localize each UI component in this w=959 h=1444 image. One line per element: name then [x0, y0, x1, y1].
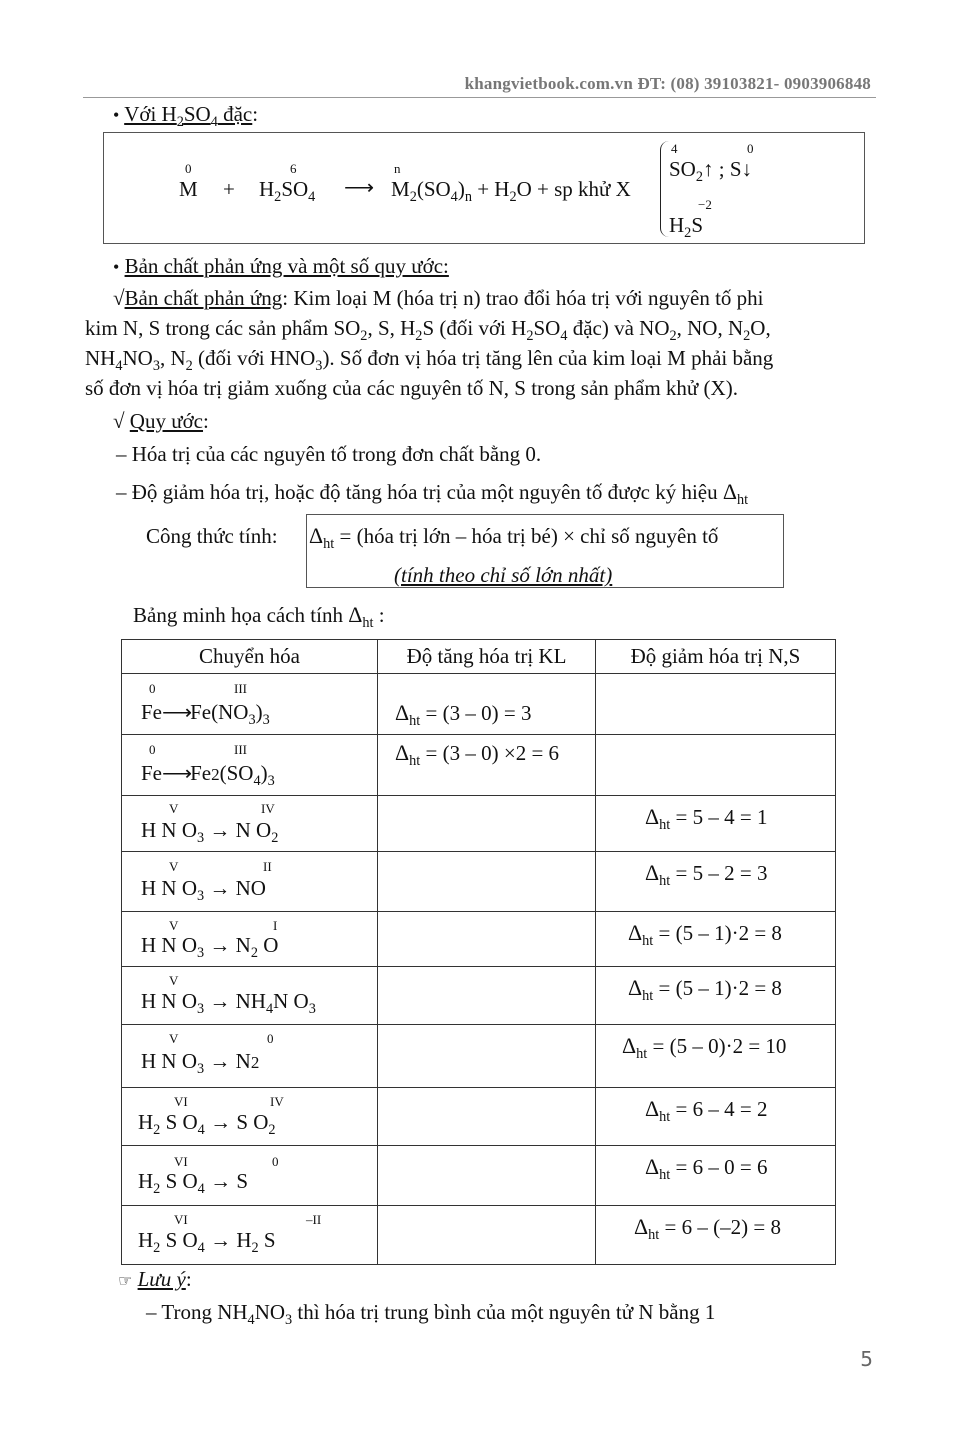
metal-increase-cell	[378, 967, 596, 1025]
phone-number: ĐT: (08) 39103821- 0903906848	[637, 74, 871, 93]
ox-state: 0	[149, 742, 156, 757]
ox-state: IV	[261, 801, 275, 816]
ox-state: II	[263, 859, 272, 874]
metal-increase-cell	[378, 1206, 596, 1265]
ns-decrease-cell	[596, 1025, 836, 1088]
rule-2	[116, 479, 749, 508]
table-row	[122, 735, 836, 796]
principle-line-3: $NH_4NO_3$, $N_2$ (đối với $HNO_3$). Số đơn vị hóa trị tăng lên của kim loại M phải bằng	[85, 346, 774, 374]
bullet-icon: •	[113, 257, 120, 277]
pointing-hand-icon: ☞	[118, 1271, 133, 1290]
principle-line-1	[113, 288, 764, 309]
delta-value: $\Delta_{ht} = (3 - 0) = 3$	[395, 700, 532, 729]
product-oxidation-state: n	[394, 161, 401, 176]
ht-subscript: ht	[362, 614, 374, 631]
metal-m: M	[179, 177, 198, 201]
col-header-conversion: Chuyển hóa	[122, 640, 378, 674]
table-row	[122, 912, 836, 967]
conversion-eq: $Fe⟶Fe2(SO_4)_3$	[141, 761, 275, 789]
conversion-cell	[122, 735, 378, 796]
table-row	[122, 1025, 836, 1088]
ns-decrease-cell	[596, 852, 836, 912]
section-h2so4-heading	[113, 102, 259, 130]
site-name: khangvietbook.com.vn	[464, 74, 633, 93]
reaction-equation-box	[103, 132, 865, 244]
products: $M_2(SO_4)_n + H_2O$ + sp khử X	[391, 177, 631, 205]
ns-decrease-cell	[596, 1146, 836, 1206]
ox-state: 0	[267, 1031, 274, 1046]
convention-heading	[113, 411, 209, 432]
valence-table	[121, 639, 836, 1265]
delta-symbol: Δ	[348, 602, 363, 627]
bullet-icon: •	[113, 105, 120, 125]
metal-increase-cell	[378, 674, 596, 735]
conversion-eq: H N $O_3$ → NO	[141, 876, 266, 904]
product-so2-s: $SO_2↑$ ; S↓	[669, 157, 753, 185]
table-row	[122, 1206, 836, 1265]
conversion-cell	[122, 967, 378, 1025]
conversion-eq: $Fe⟶Fe(NO_3)_3$	[141, 700, 270, 728]
colon: :	[185, 1267, 192, 1291]
delta-value: $\Delta_{ht} = 6 - (-2) = 8$	[634, 1214, 781, 1243]
ox-state: VI	[174, 1212, 188, 1227]
conversion-cell	[122, 852, 378, 912]
formula-note: (tính theo chỉ số lớn nhất)	[394, 563, 613, 587]
principle-text-1: : Kim loại M (hóa trị n) trao đổi hóa trị với nguyên tố phi	[282, 286, 764, 310]
ht-subscript: ht	[323, 535, 335, 552]
conversion-eq: $H_2$ S $O_4 \to H_2$ S	[138, 1228, 276, 1256]
ox-state: V	[169, 859, 179, 874]
conversion-cell	[122, 674, 378, 735]
section-title: Bản chất phản ứng và một số quy ước:	[124, 254, 449, 278]
delta-value: $\Delta_{ht} = (3 - 0) \times 2 = 6$	[395, 740, 560, 769]
ox-state: V	[169, 1031, 179, 1046]
formula-box	[306, 514, 784, 588]
m-oxidation-state: 0	[185, 161, 192, 176]
caption-text: Bảng minh họa cách tính	[133, 603, 343, 627]
delta-value: $\Delta_{ht} = 5 - 4 = 1$	[645, 804, 768, 833]
metal-increase-cell	[378, 735, 596, 796]
rule-1: – Hóa trị của các nguyên tố trong đơn chất bằng 0.	[116, 442, 542, 466]
section-principle-heading	[113, 256, 449, 277]
table-row	[122, 674, 836, 735]
colon: :	[203, 409, 209, 433]
delta-symbol: Δ	[722, 479, 738, 504]
table-row	[122, 967, 836, 1025]
ns-decrease-cell	[596, 1088, 836, 1146]
delta-value: $\Delta_{ht} = (5 - 1)\cdot 2 = 8$	[628, 975, 782, 1004]
formula-expression: = (hóa trị lớn – hóa trị bé) × chỉ số nguyên tố	[339, 524, 719, 548]
conversion-eq: H N $O_3 \to N_2$ O	[141, 933, 279, 961]
ht-subscript: ht	[737, 491, 749, 508]
ns-decrease-cell	[596, 912, 836, 967]
formula-label: Công thức tính:	[146, 524, 278, 548]
product-h2s: $H_2S$	[669, 213, 703, 241]
table-header-row	[122, 640, 836, 674]
note-heading	[118, 1269, 192, 1290]
ox-state: VI	[174, 1094, 188, 1109]
conversion-eq: H N $O_3 \to NH_4N$ $O_3$	[141, 989, 316, 1017]
note-label: Lưu ý	[137, 1267, 186, 1291]
metal-increase-cell	[378, 1088, 596, 1146]
ns-decrease-cell	[596, 796, 836, 852]
col-header-ns-decrease: Độ giảm hóa trị N,S	[596, 640, 836, 674]
conversion-cell	[122, 912, 378, 967]
page-number: 5	[860, 1347, 873, 1371]
h2so4-reactant: $H_2SO_4$	[259, 177, 316, 205]
rule-2-text: – Độ giảm hóa trị, hoặc độ tăng hóa trị của một nguyên tố được ký hiệu	[116, 480, 718, 504]
conversion-eq: $H_2$ S $O_4 \to S$ $O_2$	[138, 1110, 276, 1138]
ns-decrease-cell	[596, 735, 836, 796]
delta-value: $\Delta_{ht} = 6 - 4 = 2$	[645, 1096, 768, 1125]
conversion-cell	[122, 1025, 378, 1088]
convention-label: Quy ước	[129, 409, 204, 433]
table-row	[122, 796, 836, 852]
principle-line-4: số đơn vị hóa trị giảm xuống của các nguyên tố N, S trong sản phẩm khử (X).	[85, 376, 738, 400]
conversion-eq: H N $O_3 \to N$ $O_2$	[141, 818, 279, 846]
ox-state: 0	[272, 1154, 279, 1169]
so2-oxidation-state: 4	[671, 141, 678, 156]
s-oxidation-state: 6	[290, 161, 297, 176]
delta-symbol: Δ	[309, 523, 324, 548]
s-elem-oxidation-state: 0	[747, 141, 754, 156]
ns-decrease-cell	[596, 1206, 836, 1265]
note-text: – Trong $NH_4NO_3$ thì hóa trị trung bình của một nguyên tử N bằng 1	[146, 1300, 716, 1328]
ox-state: V	[169, 973, 179, 988]
conversion-cell	[122, 796, 378, 852]
table-row	[122, 852, 836, 912]
ox-state: III	[234, 681, 247, 696]
col-header-metal-increase: Độ tăng hóa trị KL	[378, 640, 596, 674]
arrow-icon: ⟶	[344, 175, 375, 199]
metal-increase-cell	[378, 852, 596, 912]
conversion-eq: H N $O_3 \to N2$	[141, 1049, 260, 1077]
conversion-cell	[122, 1088, 378, 1146]
page-header	[465, 74, 871, 94]
brace-icon	[660, 141, 669, 237]
metal-increase-cell	[378, 1146, 596, 1206]
conversion-eq: $H_2$ S $O_4 \to S$	[138, 1169, 248, 1197]
check-icon: √	[113, 286, 125, 310]
ox-state: –II	[306, 1212, 322, 1227]
ox-state: VI	[174, 1154, 188, 1169]
metal-increase-cell	[378, 796, 596, 852]
table-row	[122, 1088, 836, 1146]
ns-decrease-cell	[596, 674, 836, 735]
colon: :	[252, 102, 259, 126]
delta-value: $\Delta_{ht} = (5 - 1)\cdot 2 = 8$	[628, 920, 782, 949]
delta-value: $\Delta_{ht} = 5 - 2 = 3$	[645, 860, 768, 889]
ox-state: V	[169, 918, 179, 933]
header-divider	[83, 97, 876, 98]
principle-line-2: kim N, S trong các sản phẩm $SO_2$, S, $H_2S$ (đối với $H_2SO_4$ đặc) và $NO_2$, NO, $N_2O$,	[85, 316, 771, 344]
h2s-oxidation-state: −2	[698, 197, 712, 212]
table-caption: Bảng minh họa cách tính $\Delta_{ht}$ :	[133, 602, 385, 631]
conversion-cell	[122, 1206, 378, 1265]
ox-state: 0	[149, 681, 156, 696]
check-icon: √	[113, 409, 125, 433]
ox-state: I	[273, 918, 278, 933]
formula-line-2	[394, 565, 612, 586]
metal-increase-cell	[378, 912, 596, 967]
delta-value: $\Delta_{ht} = (5 - 0)\cdot 2 = 10$	[622, 1033, 787, 1062]
conversion-cell	[122, 1146, 378, 1206]
ox-state: IV	[270, 1094, 284, 1109]
ox-state: V	[169, 801, 179, 816]
table-row	[122, 1146, 836, 1206]
ox-state: III	[234, 742, 247, 757]
formula-line-1	[309, 523, 719, 552]
section-title: Với $H_2SO_4$ đặc	[124, 102, 253, 130]
delta-value: $\Delta_{ht} = 6 - 0 = 6$	[645, 1154, 768, 1183]
plus-sign: +	[223, 177, 235, 201]
ns-decrease-cell	[596, 967, 836, 1025]
metal-increase-cell	[378, 1025, 596, 1088]
principle-label: Bản chất phản ứng	[124, 286, 283, 310]
